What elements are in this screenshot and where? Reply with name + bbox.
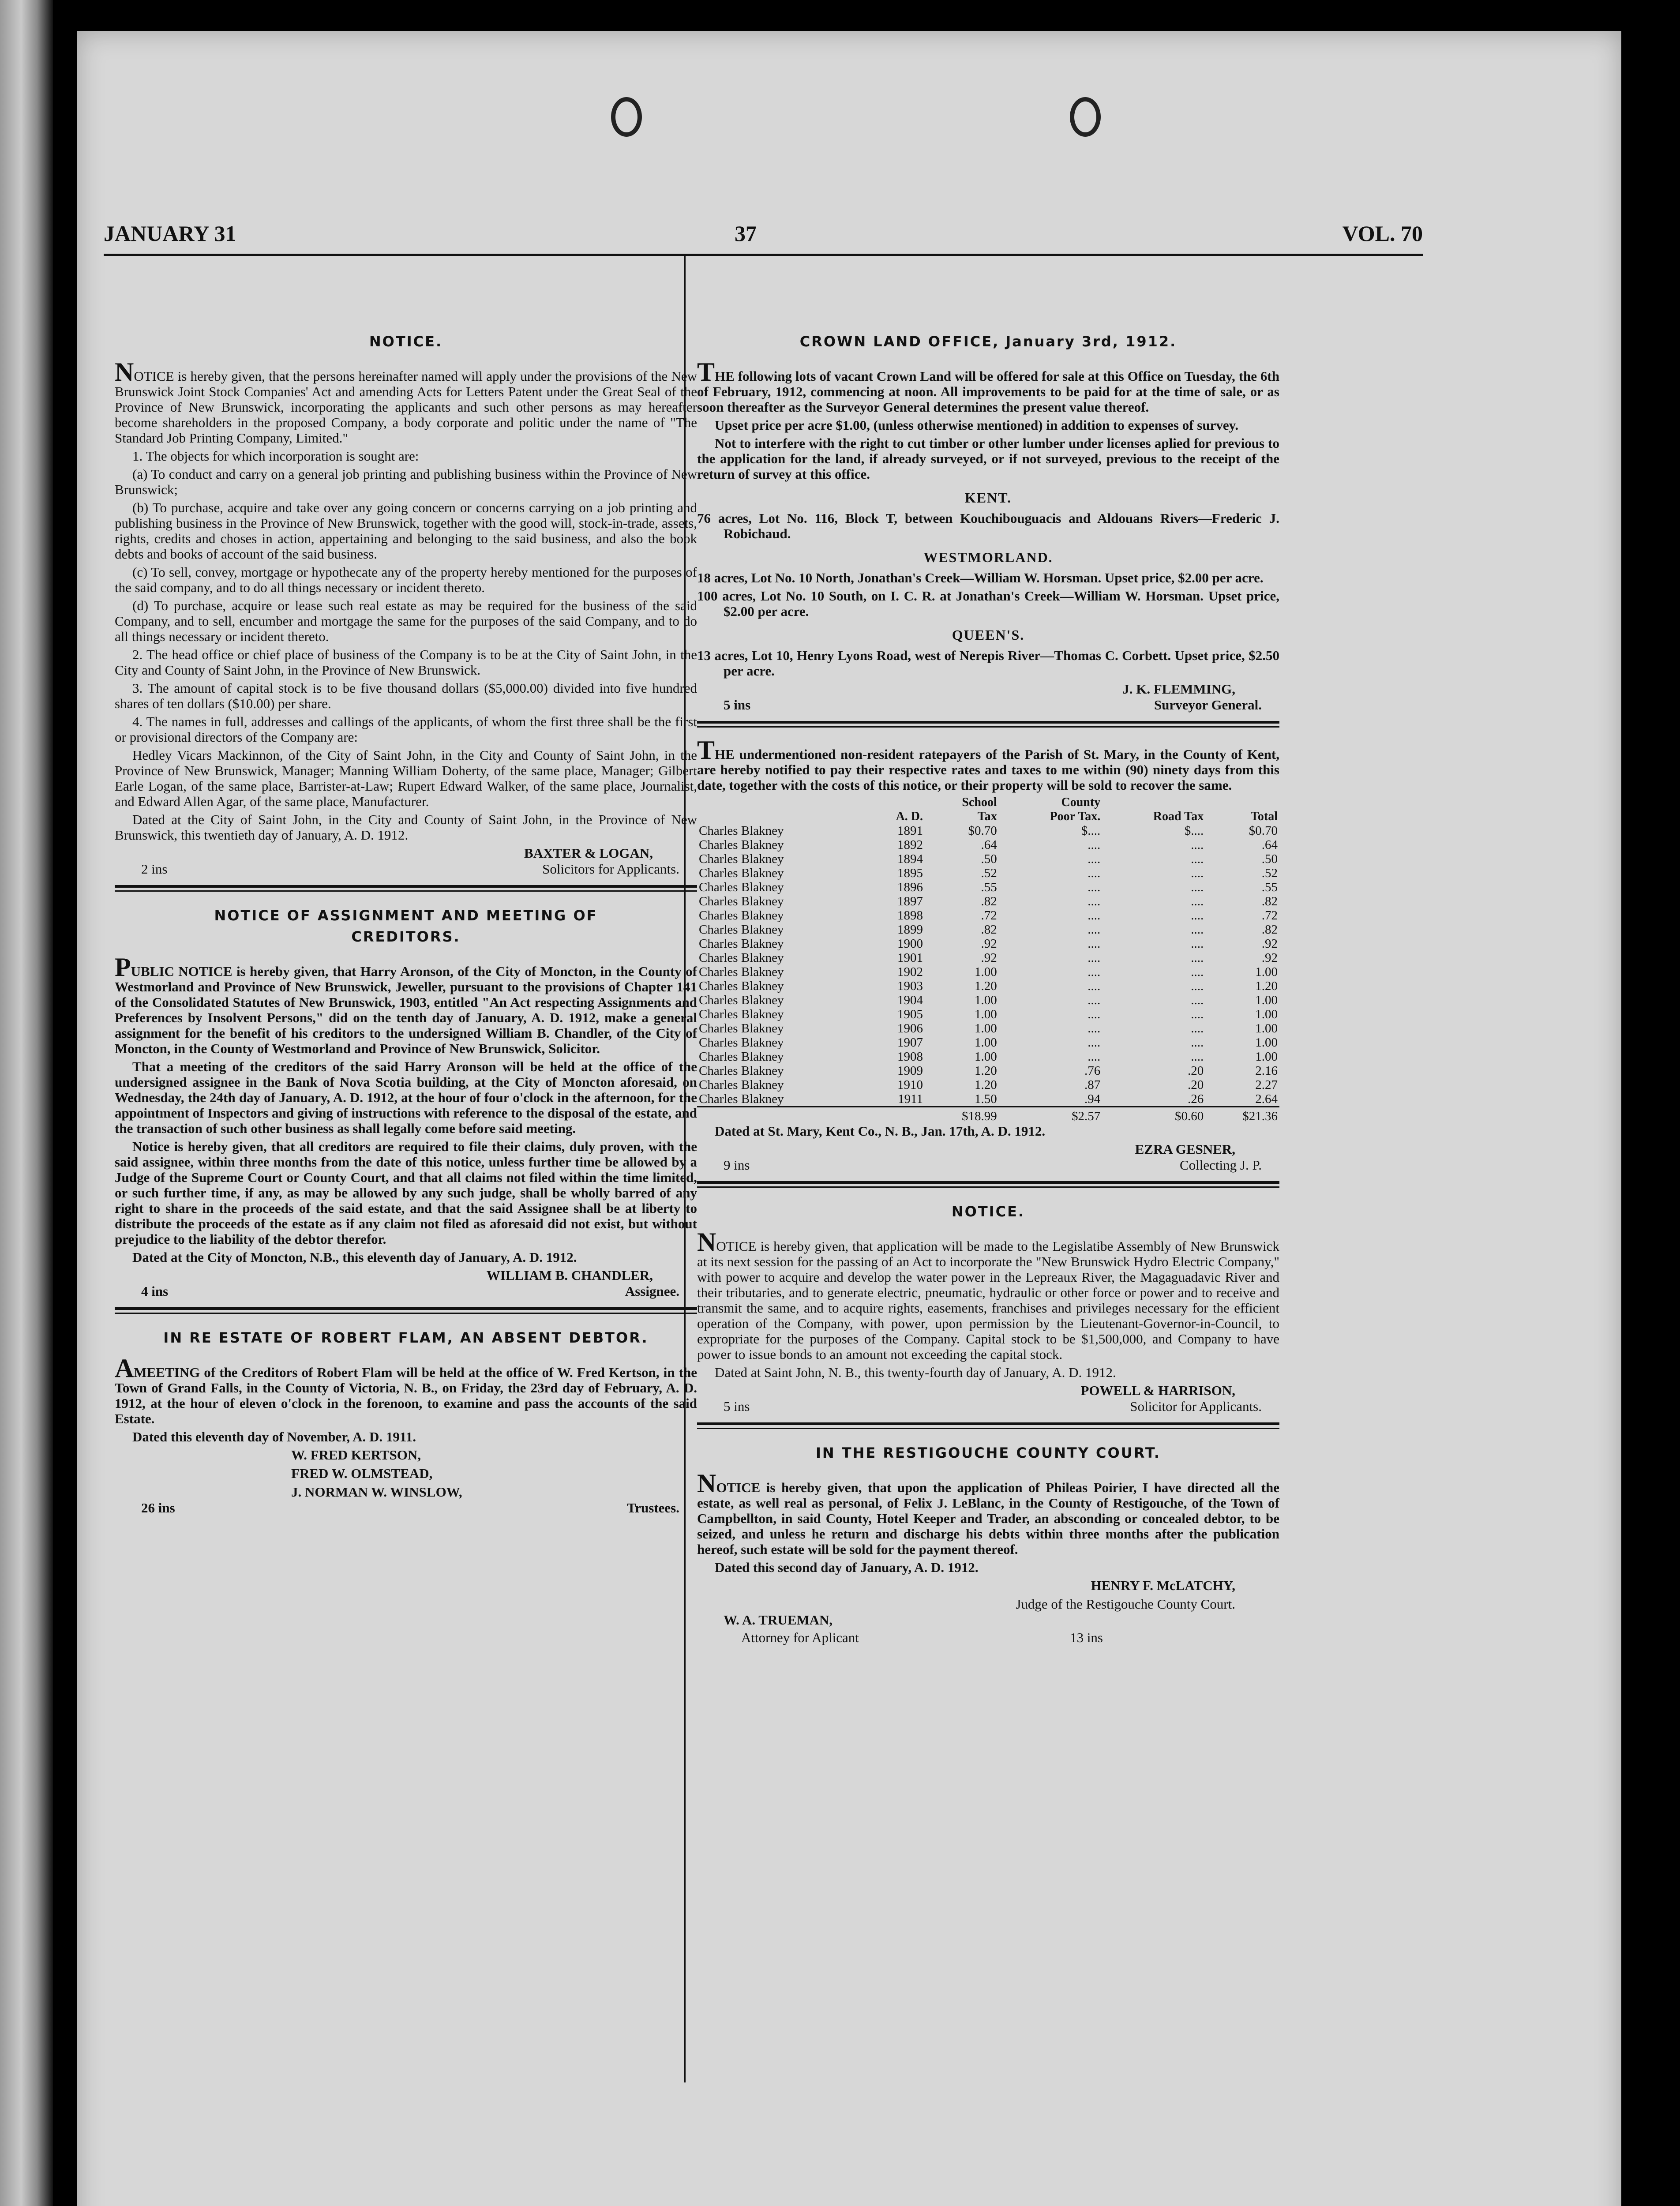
- cell-school: .82: [981, 894, 997, 908]
- county-heading: QUEEN'S.: [952, 627, 1025, 643]
- cell-total: 1.00: [1255, 1050, 1278, 1064]
- cell-road: ....: [1191, 923, 1204, 937]
- table-row: [697, 1064, 1279, 1078]
- section-rule: [115, 885, 697, 888]
- section-rule: [697, 726, 1279, 728]
- cell-county: ....: [1088, 880, 1101, 894]
- cell-school: $0.70: [968, 824, 997, 838]
- table-row: [697, 1078, 1279, 1092]
- signature-row: [115, 861, 697, 879]
- signer-name: J. K. FLEMMING,: [1122, 681, 1235, 697]
- notice-paragraph: (d) To purchase, acquire or lease such real estate as may be required for the business of the said Company, and to sell, encumber and mortgage the same for the purposes of the said Company, and to do all things necessary or incident thereto.: [115, 598, 697, 644]
- notice-hydro-electric: [697, 1201, 1279, 1416]
- table-row: [697, 1007, 1279, 1021]
- cell-county: $....: [1081, 824, 1101, 838]
- section-title: [115, 905, 697, 947]
- totals-row: [697, 1107, 1279, 1124]
- notice-paragraph: OTICE is hereby given, that application will be made to the Legislatibe Assembly of New Brunswick at its next session for the passing of an Act to incorporate the "New Brunswick Hydro Electric Company," with power to acquire and develop the water power in the Lepreaux River, the Magaguadavic River and their tributaries, and to generate electric, pneumatic, hydraulic or other force or power and to receive and transmit the same, and to acquire rights, easements, franchises and privileges necessary for the efficient operation of the Company, with power, upon permission by the Lieutenant-Governor-in-Council, to expropriate for the purposes of the Company. Capital stock to be $1,500,000, and Company to have power to issue bonds to an amount not exceeding the capital stock.: [697, 1238, 1279, 1362]
- cell-year: 1891: [897, 824, 923, 838]
- drop-cap: N: [697, 1469, 716, 1498]
- col-header-county: Poor Tax.: [1050, 810, 1101, 823]
- drop-cap: N: [697, 1227, 716, 1257]
- signature-row: [697, 1630, 1279, 1647]
- county-heading: WESTMORLAND.: [923, 549, 1053, 565]
- cell-year: 1902: [897, 965, 923, 979]
- notice-paragraph: OTICE is hereby given, that the persons hereinafter named will apply under the provisions of the New Brunswick Joint Stock Companies' Act and amending Acts for Letters Patent under the Great Seal of the Province of New Brunswick, incorporating the applicants and such other persons as may hereafter become shareholders in the proposed Company, a body corporate and politic under the name of "The Standard Job Printing Company, Limited.": [115, 368, 697, 446]
- cell-school: .55: [981, 880, 997, 894]
- section-rule: [697, 1181, 1279, 1184]
- cell-road: ....: [1191, 937, 1204, 951]
- cell-county: ....: [1088, 866, 1101, 880]
- volume-number: VOL. 70: [1342, 221, 1423, 246]
- col-header-county: County: [1061, 795, 1101, 809]
- cell-name: Charles Blakney: [699, 965, 784, 979]
- cell-school: .82: [981, 923, 997, 937]
- cell-year: 1905: [897, 1007, 923, 1021]
- cell-school: 1.20: [975, 1078, 997, 1092]
- insertion-count: 4 ins: [141, 1283, 169, 1299]
- cell-year: 1904: [897, 993, 923, 1007]
- cell-total: 2.27: [1255, 1078, 1278, 1092]
- signer-name: EZRA GESNER,: [1135, 1141, 1235, 1157]
- cell-year: 1892: [897, 838, 923, 852]
- section-title: IN RE ESTATE OF ROBERT FLAM, AN ABSENT DEBTOR.: [163, 1329, 649, 1346]
- notice-paragraph: 4. The names in full, addresses and callings of the applicants, of whom the first three shall be the first or provisional directors of the Company are:: [115, 714, 697, 745]
- drop-cap: T: [697, 357, 715, 386]
- signature-row: [697, 1399, 1279, 1416]
- notice-crown-land: [697, 331, 1279, 715]
- signer-name: HENRY F. McLATCHY,: [1091, 1578, 1235, 1593]
- page-header: [104, 221, 1423, 251]
- cell-county: .94: [1084, 1092, 1101, 1106]
- cell-name: Charles Blakney: [699, 894, 784, 908]
- cell-total: 1.00: [1255, 993, 1278, 1007]
- insertion-count: 5 ins: [724, 697, 751, 713]
- signer-name: FRED W. OLMSTEAD,: [291, 1466, 433, 1481]
- signature-row: [697, 1612, 1279, 1630]
- cell-total: .72: [1261, 908, 1278, 923]
- cell-year: 1896: [897, 880, 923, 894]
- signer-role: Solicitors for Applicants.: [542, 861, 679, 877]
- table-row: [697, 880, 1279, 894]
- cell-name: Charles Blakney: [699, 1035, 784, 1050]
- cell-county: ....: [1088, 937, 1101, 951]
- notice-paragraph: Dated at the City of Saint John, in the City and County of Saint John, in the Province of New Brunswick, this twentieth day of January, A. D. 1912.: [115, 812, 697, 843]
- cell-school: 1.00: [975, 965, 997, 979]
- cell-name: Charles Blakney: [699, 937, 784, 951]
- section-title-line: CREDITORS.: [351, 928, 461, 945]
- section-title: CROWN LAND OFFICE, January 3rd, 1912.: [799, 333, 1177, 350]
- cell-total: .50: [1261, 852, 1278, 866]
- cell-name: Charles Blakney: [699, 880, 784, 894]
- section-rule: [697, 721, 1279, 724]
- cell-school: 1.00: [975, 1050, 997, 1064]
- signature-row: [697, 697, 1279, 715]
- total-county: $2.57: [999, 1107, 1102, 1124]
- table-row: [697, 979, 1279, 993]
- drop-cap: N: [115, 357, 134, 386]
- total-road: $0.60: [1102, 1107, 1205, 1124]
- notice-standard-job-printing: [115, 331, 697, 879]
- cell-road: ....: [1191, 1007, 1204, 1021]
- section-title: NOTICE.: [369, 333, 443, 350]
- section-title: IN THE RESTIGOUCHE COUNTY COURT.: [815, 1444, 1161, 1461]
- cell-county: ....: [1088, 979, 1101, 993]
- cell-name: Charles Blakney: [699, 824, 784, 838]
- notice-paragraph: 2. The head office or chief place of business of the Company is to be at the City of Saint John, in the City and County of Saint John, in the Province of New Brunswick.: [115, 647, 697, 678]
- notice-estate-robert-flam: [115, 1327, 697, 1518]
- notice-paragraph: UBLIC NOTICE is hereby given, that Harry Aronson, of the City of Moncton, in the County of Westmorland and Province of New Brunswick, Jeweller, pursuant to the provisions of Chapter 141 of the Consolidated Statutes of New Brunswick, 1903, entitled "An Act respecting Assignments and Preferences by Insolvent Persons," did on the tenth day of January, A. D. 1912, make a general assignment for the benefit of his creditors to the undersigned William B. Chandler, of the City of Moncton, in the County of Westmorland and Province of New Brunswick, Solicitor.: [115, 964, 697, 1056]
- cell-year: 1894: [897, 852, 923, 866]
- lot-listing: 76 acres, Lot No. 116, Block T, between Kouchibouguacis and Aldouans Rivers—Frederic J. Robichaud.: [697, 510, 1279, 541]
- cell-road: ....: [1191, 993, 1204, 1007]
- cell-total: .55: [1261, 880, 1278, 894]
- signer-role: Collecting J. P.: [1179, 1157, 1262, 1173]
- cell-road: ....: [1191, 1050, 1204, 1064]
- signer-name: BAXTER & LOGAN,: [524, 845, 653, 861]
- cell-school: .92: [981, 937, 997, 951]
- notice-assignment-aronson: [115, 905, 697, 1301]
- attorney-name: W. A. TRUEMAN,: [724, 1612, 833, 1628]
- cell-school: .92: [981, 951, 997, 965]
- table-row: [697, 993, 1279, 1007]
- col-header-road: Road Tax: [1153, 810, 1204, 823]
- cell-school: 1.00: [975, 1035, 997, 1050]
- signer-name: W. FRED KERTSON,: [291, 1447, 421, 1463]
- cell-county: ....: [1088, 951, 1101, 965]
- cell-year: 1900: [897, 937, 923, 951]
- lot-listing: 100 acres, Lot No. 10 South, on I. C. R. at Jonathan's Creek—William W. Horsman. Upset price, $2.00 per acre.: [697, 588, 1279, 619]
- section-rule: [115, 890, 697, 892]
- cell-total: .52: [1261, 866, 1278, 880]
- cell-name: Charles Blakney: [699, 1064, 784, 1078]
- section-rule: [115, 1307, 697, 1310]
- table-row: [697, 951, 1279, 965]
- cell-total: 1.00: [1255, 1021, 1278, 1035]
- cell-county: ....: [1088, 908, 1101, 923]
- cell-name: Charles Blakney: [699, 1007, 784, 1021]
- table-row: [697, 965, 1279, 979]
- notice-paragraph: (c) To sell, convey, mortgage or hypothecate any of the property hereby mentioned for the purposes of the said company, and to do all things necessary or incident thereto.: [115, 564, 697, 595]
- signer-role: Judge of the Restigouche County Court.: [1016, 1596, 1235, 1612]
- table-row: [697, 908, 1279, 923]
- table-row: [697, 1035, 1279, 1050]
- table-row: [697, 1050, 1279, 1064]
- cell-total: 1.20: [1255, 979, 1278, 993]
- adjacent-page-edge: [0, 0, 53, 2206]
- signature-row: [115, 1283, 697, 1301]
- cell-name: Charles Blakney: [699, 979, 784, 993]
- cell-total: .82: [1261, 894, 1278, 908]
- table-row: [697, 838, 1279, 852]
- cell-road: ....: [1191, 838, 1204, 852]
- notice-paragraph: Dated at Saint John, N. B., this twenty-fourth day of January, A. D. 1912.: [715, 1365, 1116, 1380]
- cell-year: 1910: [897, 1078, 923, 1092]
- notice-paragraph: OTICE is hereby given, that upon the application of Phileas Poirier, I have directed all the estate, as well real as personal, of Felix J. LeBlanc, in the County of Restigouche, of the Town of Campbellton, in said County, Hotel Keeper and Trader, an absconding or concealed debtor, to be seized, and unless he return and discharge his debts within three months after the publication hereof, such estate will be sold for the payment thereof.: [697, 1480, 1279, 1557]
- binding-hole: [1070, 97, 1101, 137]
- notice-paragraph: Notice is hereby given, that all creditors are required to file their claims, duly proven, with the said assignee, within three months from the date of this notice, unless further time be allowed by a Judge of the Supreme Court or County Court, and that all claims not filed within the time limited, or such further time, if any, as may be allowed by any such judge, shall be wholly barred of any right to share in the proceeds of the said estate, and that the said Assignee shall be at liberty to distribute the proceeds of the estate as if any claim not filed as aforesaid did not exist, but without prejudice to the liability of the debtor therefor.: [115, 1139, 697, 1247]
- table-row: [697, 894, 1279, 908]
- right-column: [697, 331, 1279, 1647]
- table-row: [697, 1092, 1279, 1107]
- cell-school: 1.20: [975, 1064, 997, 1078]
- cell-county: ....: [1088, 852, 1101, 866]
- header-rule: [104, 254, 1423, 256]
- col-header-school: School: [962, 795, 997, 809]
- cell-total: 2.64: [1255, 1092, 1278, 1106]
- table-header-row: [697, 795, 1279, 810]
- cell-road: .26: [1187, 1092, 1204, 1106]
- section-title-line: NOTICE OF ASSIGNMENT AND MEETING OF: [214, 907, 598, 924]
- attorney-role: Attorney for Aplicant: [741, 1630, 859, 1645]
- notice-paragraph: 3. The amount of capital stock is to be five thousand dollars ($5,000.00) divided into five hundred shares of ten dollars ($10.00) per share.: [115, 680, 697, 711]
- notice-paragraph: Dated this second day of January, A. D. 1912.: [715, 1560, 979, 1575]
- table-row: [697, 824, 1279, 838]
- tax-table: [697, 795, 1279, 1123]
- cell-road: .20: [1187, 1078, 1204, 1092]
- cell-school: .64: [981, 838, 997, 852]
- cell-name: Charles Blakney: [699, 923, 784, 937]
- insertion-count: 26 ins: [141, 1500, 175, 1516]
- notice-paragraph: Hedley Vicars Mackinnon, of the City of Saint John, in the City and County of Saint John, in the Province of New Brunswick, Manager; Manning William Doherty, of the same place, Manager; Gilbert Earle Logan, of the same place, Barrister-at-Law; Rupert Edward Walker, of the same place, Journalist, and Edward Allen Agar, of the same place, Manufacturer.: [115, 747, 697, 809]
- cell-county: ....: [1088, 993, 1101, 1007]
- cell-total: 1.00: [1255, 965, 1278, 979]
- section-title: NOTICE.: [951, 1203, 1025, 1220]
- cell-road: ....: [1191, 866, 1204, 880]
- notice-paragraph: Dated at the City of Moncton, N.B., this eleventh day of January, A. D. 1912.: [132, 1249, 577, 1265]
- cell-school: 1.00: [975, 1021, 997, 1035]
- binding-hole: [611, 97, 642, 137]
- notice-paragraph: Upset price per acre $1.00, (unless otherwise mentioned) in addition to expenses of survey.: [715, 417, 1239, 433]
- signature-row: [115, 1500, 697, 1518]
- cell-road: $....: [1184, 824, 1204, 838]
- insertion-count: 5 ins: [724, 1399, 750, 1414]
- section-rule: [697, 1186, 1279, 1188]
- cell-year: 1911: [898, 1092, 923, 1106]
- cell-school: 1.00: [975, 993, 997, 1007]
- cell-county: .76: [1084, 1064, 1101, 1078]
- cell-school: .72: [981, 908, 997, 923]
- cell-road: ....: [1191, 965, 1204, 979]
- notice-restigouche-court: [697, 1442, 1279, 1647]
- cell-year: 1901: [897, 951, 923, 965]
- cell-road: ....: [1191, 894, 1204, 908]
- notice-paragraph: (b) To purchase, acquire and take over any going concern or concerns carrying on a job printing and publishing business in the Province of New Brunswick, together with the good will, stock-in-trade, assets, rights, credits and choses in action, appertaining and belonging to the said business, and also the book debts and books of account of the said business.: [115, 500, 697, 562]
- cell-total: $0.70: [1249, 824, 1278, 838]
- cell-county: ....: [1088, 1050, 1101, 1064]
- total-total: $21.36: [1205, 1107, 1279, 1124]
- cell-total: .64: [1261, 838, 1278, 852]
- cell-year: 1907: [897, 1035, 923, 1050]
- cell-school: 1.20: [975, 979, 997, 993]
- lot-listing: 18 acres, Lot No. 10 North, Jonathan's Creek—William W. Horsman. Upset price, $2.00 per acre.: [697, 570, 1264, 585]
- cell-county: ....: [1088, 838, 1101, 852]
- insertion-count: 2 ins: [141, 861, 168, 877]
- notice-paragraph: 1. The objects for which incorporation is sought are:: [132, 448, 419, 464]
- cell-county: ....: [1088, 1007, 1101, 1021]
- cell-road: ....: [1191, 979, 1204, 993]
- table-row: [697, 852, 1279, 866]
- cell-year: 1899: [897, 923, 923, 937]
- notice-paragraph: HE following lots of vacant Crown Land will be offered for sale at this Office on Tuesday, the 6th of February, 1912, commencing at noon. All improvements to be paid for at the time of sale, or as soon thereafter as the Surveyor General determines the present value thereof.: [697, 368, 1279, 415]
- cell-county: ....: [1088, 1021, 1101, 1035]
- cell-name: Charles Blakney: [699, 951, 784, 965]
- table-row: [697, 923, 1279, 937]
- signer-role: Solicitor for Applicants.: [1130, 1399, 1262, 1414]
- cell-school: 1.00: [975, 1007, 997, 1021]
- cell-name: Charles Blakney: [699, 1092, 784, 1106]
- notice-paragraph: That a meeting of the creditors of the said Harry Aronson will be held at the office of the undersigned assignee in the Bank of Nova Scotia building, at the City of Moncton aforesaid, on Wednesday, the 24th day of January, A. D. 1912, at the hour of four o'clock in the afternoon, for the appointment of Inspectors and giving of instructions with reference to the disposal of the estate, and the transaction of such other business as shall legally come before said meeting.: [115, 1059, 697, 1136]
- cell-total: 2.16: [1255, 1064, 1278, 1078]
- signer-name: J. NORMAN W. WINSLOW,: [291, 1484, 462, 1500]
- cell-name: Charles Blakney: [699, 1050, 784, 1064]
- cell-school: .52: [981, 866, 997, 880]
- notice-tax-st-mary: [697, 735, 1279, 1175]
- page-number: 37: [735, 221, 757, 246]
- cell-name: Charles Blakney: [699, 1021, 784, 1035]
- cell-county: ....: [1088, 894, 1101, 908]
- notice-paragraph: MEETING of the Creditors of Robert Flam will be held at the office of W. Fred Kertson, in the Town of Grand Falls, in the County of Victoria, N. B., on Friday, the 23rd day of February, A. D. 1912, at the hour of eleven o'clock in the forenoon, to examine and pass the accounts of the said Estate.: [115, 1365, 697, 1426]
- section-rule: [697, 1428, 1279, 1429]
- cell-school: 1.50: [975, 1092, 997, 1106]
- cell-county: ....: [1088, 965, 1101, 979]
- cell-road: ....: [1191, 1021, 1204, 1035]
- signer-role: Surveyor General.: [1154, 697, 1262, 713]
- section-rule: [697, 1422, 1279, 1425]
- cell-year: 1897: [897, 894, 923, 908]
- cell-year: 1906: [897, 1021, 923, 1035]
- cell-road: .20: [1187, 1064, 1204, 1078]
- cell-county: ....: [1088, 1035, 1101, 1050]
- drop-cap: P: [115, 953, 131, 982]
- cell-total: .82: [1261, 923, 1278, 937]
- cell-year: 1895: [897, 866, 923, 880]
- cell-road: ....: [1191, 951, 1204, 965]
- header-date: JANUARY 31: [104, 221, 236, 246]
- signer-name: POWELL & HARRISON,: [1080, 1383, 1235, 1398]
- cell-name: Charles Blakney: [699, 1078, 784, 1092]
- signer-role: Assignee.: [625, 1283, 679, 1299]
- left-column: [115, 331, 697, 1518]
- cell-total: 1.00: [1255, 1007, 1278, 1021]
- county-heading: KENT.: [964, 490, 1012, 506]
- drop-cap: A: [115, 1354, 134, 1383]
- table-row: [697, 866, 1279, 880]
- notice-paragraph: Dated this eleventh day of November, A. D. 1911.: [132, 1429, 416, 1444]
- drop-cap: T: [697, 735, 715, 765]
- notice-paragraph: HE undermentioned non-resident ratepayers of the Parish of St. Mary, in the County of Kent, are hereby notified to pay their respective rates and taxes to me within (90) ninety days from this date, together with the costs of this notice, or their property will be sold to recover the same.: [697, 747, 1279, 793]
- col-header-total: Total: [1250, 810, 1278, 823]
- notice-paragraph: Not to interfere with the right to cut timber or other lumber under licenses aplied for previous to the application for the land, if already surveyed, or if not surveyed, previous to the receipt of the return of survey at this office.: [697, 435, 1279, 482]
- cell-name: Charles Blakney: [699, 908, 784, 923]
- insertion-count: 9 ins: [724, 1157, 750, 1173]
- cell-road: ....: [1191, 852, 1204, 866]
- cell-year: 1898: [897, 908, 923, 923]
- cell-road: ....: [1191, 880, 1204, 894]
- cell-name: Charles Blakney: [699, 838, 784, 852]
- cell-county: ....: [1088, 923, 1101, 937]
- cell-name: Charles Blakney: [699, 866, 784, 880]
- cell-year: 1908: [897, 1050, 923, 1064]
- signature-row: [697, 1157, 1279, 1175]
- insertion-count: 13 ins: [1070, 1630, 1103, 1645]
- signer-role: Trustees.: [626, 1500, 679, 1516]
- tax-table-body: [697, 824, 1279, 1107]
- lot-listing: 13 acres, Lot 10, Henry Lyons Road, west of Nerepis River—Thomas C. Corbett. Upset price, $2.50 per acre.: [697, 648, 1279, 679]
- cell-total: 1.00: [1255, 1035, 1278, 1050]
- col-header-school: Tax: [977, 810, 997, 823]
- notice-paragraph: Dated at St. Mary, Kent Co., N. B., Jan. 17th, A. D. 1912.: [715, 1123, 1046, 1139]
- cell-total: .92: [1261, 951, 1278, 965]
- table-row: [697, 937, 1279, 951]
- cell-year: 1909: [897, 1064, 923, 1078]
- cell-school: .50: [981, 852, 997, 866]
- cell-name: Charles Blakney: [699, 852, 784, 866]
- cell-total: .92: [1261, 937, 1278, 951]
- col-header-year: A. D.: [896, 810, 923, 823]
- section-rule: [115, 1313, 697, 1314]
- cell-road: ....: [1191, 908, 1204, 923]
- signer-name: WILLIAM B. CHANDLER,: [486, 1268, 653, 1283]
- cell-name: Charles Blakney: [699, 993, 784, 1007]
- table-header-row: [697, 810, 1279, 824]
- cell-road: ....: [1191, 1035, 1204, 1050]
- table-row: [697, 1021, 1279, 1035]
- total-school: $18.99: [925, 1107, 999, 1124]
- cell-county: .87: [1084, 1078, 1101, 1092]
- cell-year: 1903: [897, 979, 923, 993]
- notice-paragraph: (a) To conduct and carry on a general job printing and publishing business within the Province of New Brunswick;: [115, 466, 697, 497]
